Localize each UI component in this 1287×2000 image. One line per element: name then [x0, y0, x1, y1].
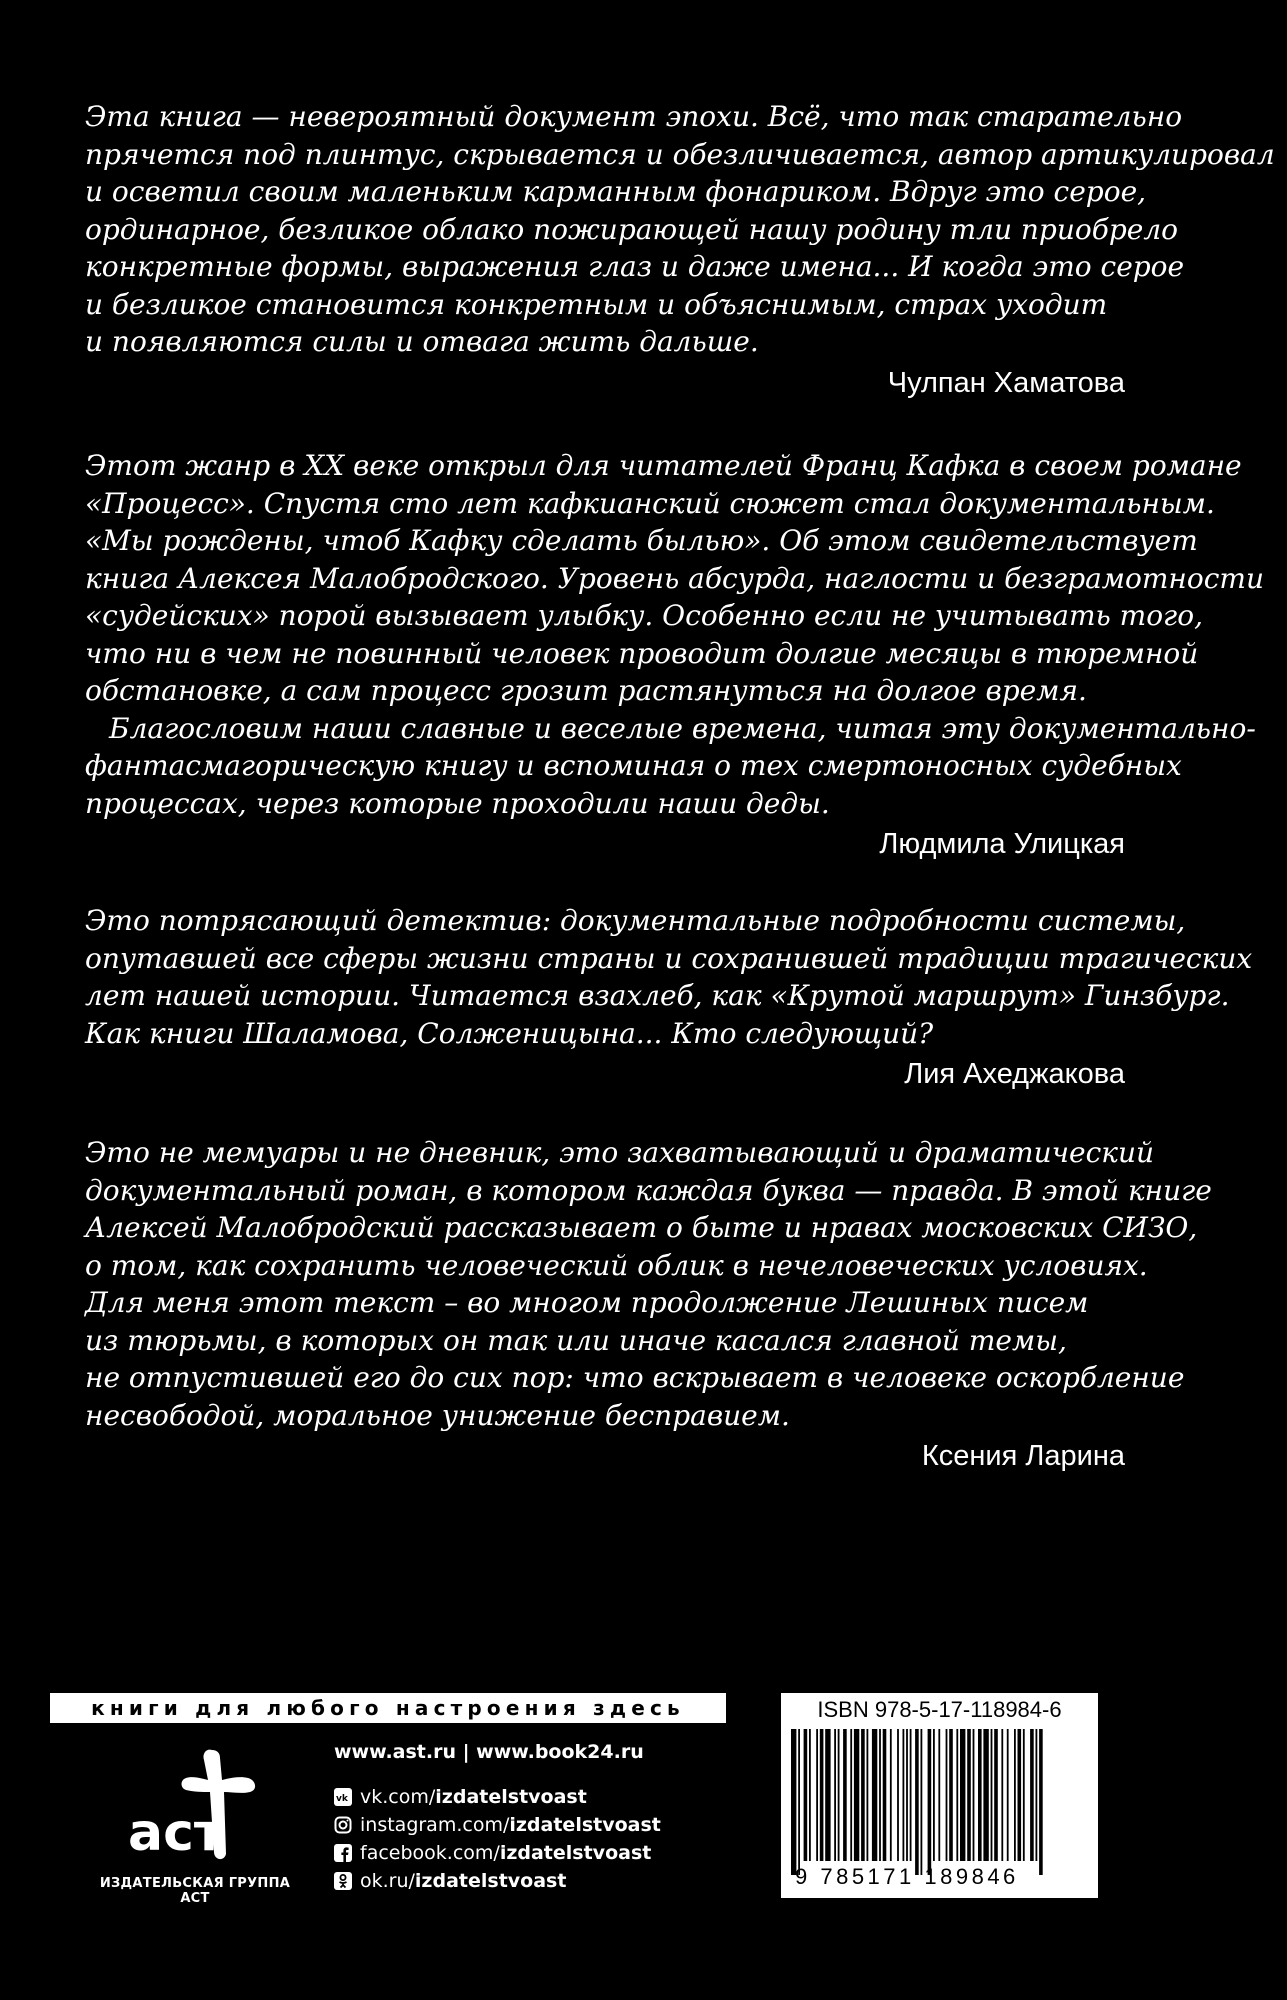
barcode-bar — [1001, 1729, 1003, 1861]
barcode-bar — [1039, 1729, 1043, 1875]
barcode-bar — [956, 1729, 958, 1861]
barcode-bar — [973, 1729, 975, 1861]
social-link-facebook[interactable] — [334, 1839, 661, 1867]
quote-line: о том, как сохранить человеческий облик в нечеловеческих условиях. — [85, 1248, 1148, 1282]
social-link-ok[interactable] — [334, 1867, 661, 1895]
quote-author: Чулпан Хаматова — [887, 366, 1125, 399]
logo-text: аст — [128, 1803, 225, 1863]
svg-text:vk: vk — [336, 1794, 348, 1804]
quote-author: Ксения Ларина — [921, 1440, 1125, 1472]
barcode-bar — [854, 1729, 859, 1861]
barcode-panel — [781, 1693, 1098, 1898]
publisher-group-label: ИЗДАТЕЛЬСКАЯ ГРУППА АСТ — [99, 1876, 291, 1906]
ean-number: 9 785171 189846 — [795, 1864, 1019, 1889]
odnoklassniki-icon — [334, 1872, 352, 1890]
social-handle: izdatelstvoast — [499, 1842, 652, 1864]
barcode-bar — [994, 1729, 998, 1861]
barcode-bar — [978, 1729, 982, 1861]
quote-line: что ни в чем не повинный человек проводит долгие месяцы в тюремной — [85, 636, 1199, 670]
barcode-bar — [861, 1729, 865, 1861]
quote-line: и осветил своим маленьким карманным фонариком. Вдруг это серое, — [85, 175, 1147, 208]
quote-line: документальный роман, в котором каждая буква — правда. В этой книге — [85, 1173, 1212, 1207]
barcode-bar — [872, 1729, 877, 1861]
website-links[interactable]: www.ast.ru | www.book24.ru — [334, 1741, 644, 1763]
vk-icon — [334, 1788, 352, 1806]
quote-author: Лия Ахеджакова — [904, 1058, 1125, 1090]
quote-line: и безликое становится конкретным и объяснимым, страх уходит — [85, 287, 1108, 321]
quote-line: «Процесс». Спустя сто лет кафкианский сюжет стал документальным. — [85, 486, 1215, 520]
ast-logo — [110, 1742, 270, 1872]
barcode-bar — [897, 1729, 899, 1861]
quote-line: Это потрясающий детектив: документальные подробности системы, — [85, 904, 1186, 937]
quote-line: обстановке, а сам процесс грозит растянуться на долгое время. — [85, 674, 1087, 707]
barcode-bar — [820, 1729, 824, 1861]
barcode-bar — [928, 1729, 932, 1875]
quote-line: Для меня этот текст – во многом продолжение Лешиных писем — [85, 1286, 1089, 1319]
barcode-bar — [1023, 1729, 1025, 1861]
barcode-bar — [921, 1729, 923, 1875]
barcode-bar — [879, 1729, 881, 1861]
barcode-bar — [843, 1729, 847, 1861]
barcode-bar — [1018, 1729, 1022, 1861]
quote-line: Благословим наши славные и веселые времена, читая эту документально- — [109, 711, 1256, 745]
quote-line: конкретные формы, выражения глаз и даже имена... И когда это серое — [85, 250, 1185, 283]
social-handle: izdatelstvoast — [435, 1786, 587, 1808]
barcode-bar — [838, 1729, 840, 1861]
quote-line: не отпустившей его до сих пор: что вскрывает в человеке оскорбление — [85, 1361, 1185, 1394]
quote-line: лет нашей истории. Читается взахлеб, как «Крутой маршрут» Гинзбург. — [85, 979, 1230, 1012]
quote-line: Этот жанр в XX веке открыл для читателей Франц Кафка в своем романе — [85, 449, 1242, 482]
barcode-bar — [915, 1729, 919, 1875]
barcode-bar — [1030, 1729, 1034, 1861]
barcode-bar — [850, 1729, 852, 1861]
quote-line: прячется под плинтус, скрывается и обезличивается, автор артикулировал — [85, 137, 1275, 171]
barcode-bar — [1036, 1729, 1038, 1861]
barcode-bar — [1014, 1729, 1016, 1861]
social-prefix: ok.ru/ — [360, 1870, 415, 1892]
quote-line: из тюрьмы, в которых он так или иначе касался главной темы, — [85, 1323, 1067, 1357]
quote-line: книга Алексея Малобродского. Уровень абсурда, наглости и безграмотности — [85, 561, 1264, 595]
quote-line: Как книги Шаламова, Солженицына... Кто следующий? — [85, 1016, 934, 1050]
barcode-bar — [991, 1729, 993, 1861]
quote-line: Эта книга — невероятный документ эпохи. Всё, что так старательно — [85, 100, 1183, 133]
quote-line: Алексей Малобродский рассказывает о быте и нравах московских СИЗО, — [85, 1211, 1198, 1244]
barcode-bar — [910, 1729, 912, 1861]
quote-line: Это не мемуары и не дневник, это захватывающий и драматический — [85, 1136, 1155, 1169]
barcode-bar — [798, 1729, 800, 1875]
barcode-icon — [789, 1729, 1090, 1879]
publisher-links — [334, 1741, 661, 1895]
social-prefix: vk.com/ — [360, 1786, 436, 1808]
barcode-bar — [903, 1729, 905, 1861]
ast-logo-icon — [110, 1742, 270, 1872]
barcode-bar — [938, 1729, 940, 1861]
barcode-bar — [883, 1729, 887, 1861]
quote-line: несвободой, моральное унижение бесправием. — [85, 1398, 790, 1432]
quote-author: Людмила Улицкая — [879, 828, 1125, 860]
barcode-bar — [933, 1729, 935, 1861]
quote-line: и появляются силы и отвага жить дальше. — [85, 325, 759, 358]
quote-line: процессах, через которые проходили наши деды. — [85, 786, 830, 820]
quote-akhedzhakova — [85, 902, 1253, 1094]
barcode-bar — [906, 1729, 908, 1861]
quote-line: «судейских» порой вызывает улыбку. Особенно если не учитывать того, — [85, 599, 1203, 632]
quote-line: «Мы рождены, чтоб Кафку сделать былью». Об этом свидетельствует — [85, 524, 1198, 557]
barcode-bar — [825, 1729, 830, 1861]
barcode-bar — [809, 1729, 811, 1861]
facebook-icon — [334, 1844, 352, 1862]
barcode-bar — [867, 1729, 869, 1861]
barcode-bar — [816, 1729, 818, 1861]
barcode-bar — [946, 1729, 948, 1861]
quote-larina — [85, 1134, 1212, 1476]
barcode-bar — [804, 1729, 808, 1861]
quote-khamatova — [85, 98, 1275, 403]
barcode-bar — [791, 1729, 796, 1875]
barcode-bar — [967, 1729, 971, 1861]
social-prefix: facebook.com/ — [360, 1842, 500, 1864]
social-link-vk[interactable] — [334, 1783, 661, 1811]
barcode-bar — [890, 1729, 892, 1861]
barcode-bar — [960, 1729, 965, 1861]
quote-line: опутавшей все сферы жизни страны и сохранившей традиции трагических — [85, 941, 1253, 975]
social-prefix: instagram.com/ — [360, 1814, 510, 1836]
tagline-bar: книги для любого настроения здесь — [50, 1693, 726, 1723]
barcode-bar — [949, 1729, 953, 1861]
isbn-text: ISBN 978-5-17-118984-6 — [817, 1697, 1062, 1722]
quote-line: ординарное, безликое облако пожирающей нашу родину тли приобрело — [85, 212, 1179, 246]
barcode-bar — [983, 1729, 988, 1861]
quote-line: фантасмагорическую книгу и вспоминая о тех смертоносных судебных — [85, 749, 1182, 782]
social-link-instagram[interactable] — [334, 1811, 661, 1839]
quote-ulitskaya — [85, 447, 1264, 864]
social-handle: izdatelstvoast — [509, 1814, 661, 1836]
barcode-bar — [1007, 1729, 1009, 1861]
instagram-icon — [334, 1816, 352, 1834]
social-handle: izdatelstvoast — [414, 1870, 567, 1892]
barcode-bar — [834, 1729, 836, 1861]
